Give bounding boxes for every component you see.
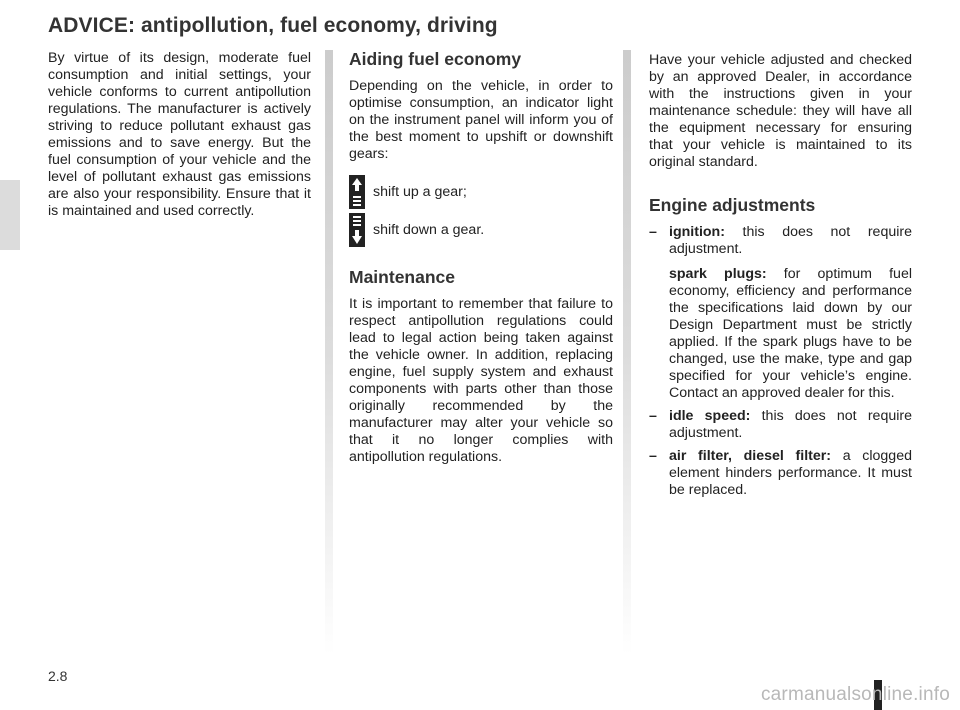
column-divider-1	[325, 50, 333, 655]
upshift-label: shift up a gear;	[373, 183, 467, 200]
maintenance-paragraph: It is important to remember that failure to respect antipollution regulations could lead to legal action being taken against the vehicle owner. In addition, replacing engine, fuel supply system and exhaust components with parts other than those originally recommended by the manufacturer may alter your vehicle so that it no longer complies with antipollution regulations.	[349, 296, 613, 465]
list-item-ignition	[649, 224, 912, 258]
fuel-economy-column	[349, 50, 613, 466]
upshift-row	[349, 175, 613, 209]
fuel-economy-paragraph: Depending on the vehicle, in order to optimise consumption, an indicator light on the instrument panel will inform you of the best moment to upshift or downshift gears:	[349, 78, 613, 162]
intro-paragraph: By virtue of its design, moderate fuel consumption and initial settings, your vehicle conforms to current antipollution regulations. The manufacturer is actively striving to reduce pollutant exhaust gas emissions and to save energy. But the fuel consumption of your vehicle and the level of pollutant exhaust gas emissions are also your responsibility. Ensure that it is maintained and used correctly.	[48, 50, 311, 219]
column-divider-2	[623, 50, 631, 655]
spark-plugs-paragraph	[649, 266, 912, 402]
maintenance-heading: Maintenance	[349, 267, 455, 287]
fuel-economy-heading: Aiding fuel economy	[349, 49, 522, 69]
list-dash: –	[649, 408, 657, 424]
watermark: carmanualsonline.info	[760, 684, 950, 705]
air-filter-text: a clogged element hinders performance. It must be replaced.	[669, 448, 912, 498]
downshift-row	[349, 213, 613, 247]
downshift-label: shift down a gear.	[373, 221, 485, 238]
list-dash: –	[649, 224, 657, 240]
ignition-term: ignition:	[669, 224, 725, 240]
intro-column	[48, 50, 311, 220]
list-dash: –	[649, 448, 657, 464]
air-filter-term: air filter, diesel filter:	[669, 448, 832, 464]
idle-speed-term: idle speed:	[669, 408, 751, 424]
spark-plugs-text: for optimum fuel economy, efficiency and performance the specifications laid down by our Design Department must be strictly applied. If the spark plugs have to be changed, use the make, type and gap specified for your vehicle’s engine. Contact an approved dealer for this.	[669, 266, 912, 401]
idle-speed-text: this does not require adjustment.	[669, 408, 912, 441]
list-item-idle-speed	[649, 408, 912, 442]
ignition-text: this does not require adjustment.	[669, 224, 912, 257]
chapter-tab	[0, 180, 20, 250]
page-title: ADVICE: antipollution, fuel economy, driving	[48, 14, 498, 37]
list-item-air-filter	[649, 448, 912, 499]
gear-down-arrow-icon	[349, 213, 365, 247]
spark-plugs-term: spark plugs:	[669, 266, 767, 282]
engine-adjustments-list	[649, 224, 912, 499]
engine-adjustments-heading: Engine adjustments	[649, 195, 816, 215]
page-number: 2.8	[48, 668, 68, 684]
gear-up-arrow-icon	[349, 175, 365, 209]
engine-column	[649, 52, 912, 499]
dealer-paragraph: Have your vehicle adjusted and checked by an approved Dealer, in accordance with the instructions given in your maintenance schedule: they will have all the equipment necessary for ensuring that your vehicle is maintained to its original standard.	[649, 52, 912, 170]
